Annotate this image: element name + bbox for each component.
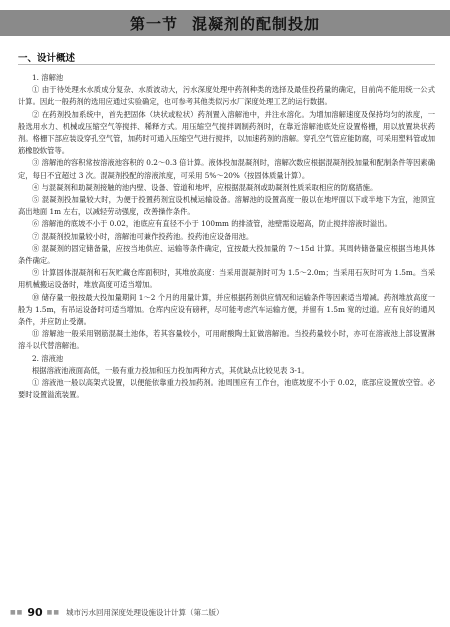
paragraph: ⑤ 混凝剂投加量较大时，为便于投置药剂宜设机械运输设备。溶解池的设置高度一般以在地坪面以下或半地下为宜，池顶宜高出地面 1m 左右，以减轻劳动强度，改善操作条件。 bbox=[18, 195, 435, 217]
book-title: 城市污水回用深度处理设施设计计算（第二版） bbox=[66, 607, 224, 617]
body-text bbox=[18, 72, 435, 401]
heading-divider bbox=[18, 64, 435, 65]
footer-decoration-mid: ■■ bbox=[46, 608, 60, 616]
paragraph: 2. 溶液池 bbox=[32, 353, 64, 363]
subsection-heading: 一、设计概述 bbox=[18, 53, 76, 64]
paragraph: ⑩ 储存量一般按最大投加量期间 1～2 个月的用量计算，并应根据药剂供应情况和运输条件等因素适当增减。药剂堆放高度一般为 1.5m，有吊运设备时可适当增加。仓库内应设有磅秤，尽可能考虑汽车运输方便，并留有 1.5m 宽的过道。应有良好的通风条件，并应防止受潮。 bbox=[18, 292, 435, 327]
footer-decoration-left: ■■ bbox=[10, 608, 24, 616]
paragraph: ⑦ 混凝剂投加量较小时，溶解池可兼作投药池。投药池应设备用池。 bbox=[32, 231, 254, 241]
paragraph: ⑥ 溶解池的底坡不小于 0.02，池底应有直径不小于 100mm 的排渣管，池壁需设超高，防止搅拌溶液时溢出。 bbox=[32, 219, 392, 229]
paragraph: ① 由于待处理水水质成分复杂、水质波动大，污水深度处理中药剂种类的选择及最佳投药量的确定，目前尚不能用统一公式计算。因此一般药剂的选用应通过实验确定，也可参考其他类似污水厂深度处理工艺的运行数据。 bbox=[18, 85, 435, 107]
paragraph: 1. 溶解池 bbox=[32, 73, 64, 82]
paragraph: ⑧ 混凝剂的固定储备量，应按当地供应、运输等条件确定，宜按最大投加量的 7～15d 计算。其周转储备量应根据当地具体条件确定。 bbox=[18, 243, 435, 266]
section-title-bar bbox=[0, 10, 450, 36]
paragraph: ② 在药剂投加系统中，首先把固体（块状或粒状）药剂置入溶解池中，并注水溶化。为增加溶解速度及保持均匀的浓度，一般选用水力、机械或压缩空气等搅拌、稀释方式。用压缩空气搅拌调制药剂时，在靠近溶解池底处应设置格栅，用以放置块状药剂。格栅下部应装设穿孔空气管，加药时可通入压缩空气进行搅拌，以加速药剂的溶解。穿孔空气管应能防腐，可采用塑料管或加筋橡胶软管等。 bbox=[18, 109, 435, 156]
paragraph: ④ 与混凝剂和助凝剂接触的池内壁、设备、管道和地坪，应根据混凝剂或助凝剂性质采取相应的防腐措施。 bbox=[32, 182, 378, 192]
paragraph: 根据溶液池液面高低，一般有重力投加和压力投加两种方式，其优缺点比较见表 3-1。 bbox=[32, 365, 309, 375]
paragraph: ③ 溶解池的容积常按溶液池容积的 0.2～0.3 倍计算。液体投加混凝剂时，溶解次数应根据混凝剂投加量和配制条件等因素确定，每日不宜超过 3 次。混凝剂投配的溶液浓度，可采用 5%～20%（按固体质量计算）。 bbox=[18, 158, 435, 180]
page-footer bbox=[0, 605, 450, 619]
page-number: 90 bbox=[27, 605, 43, 619]
paragraph: ⑪ 溶解池一般采用钢筋混凝土池体，若其容量较小，可用耐酸陶土缸做溶解池。当投药量较小时，亦可在溶液池上部设置淋溶斗以代替溶解池。 bbox=[18, 329, 435, 351]
paragraph: ① 溶液池一般以高架式设置，以便能依靠重力投加药剂。池周围应有工作台，池底坡度不小于 0.02，底部应设置放空管。必要时设置溢流装置。 bbox=[18, 378, 435, 400]
section-number: 第一节 bbox=[129, 14, 178, 33]
paragraph: ⑨ 计算固体混凝剂和石灰贮藏仓库面积时，其堆放高度：当采用混凝剂时可为 1.5～2.0m；当采用石灰时可为 1.5m。当采用机械搬运设备时，堆放高度可适当增加。 bbox=[18, 268, 435, 290]
section-title: 混凝剂的配制投加 bbox=[192, 14, 321, 33]
